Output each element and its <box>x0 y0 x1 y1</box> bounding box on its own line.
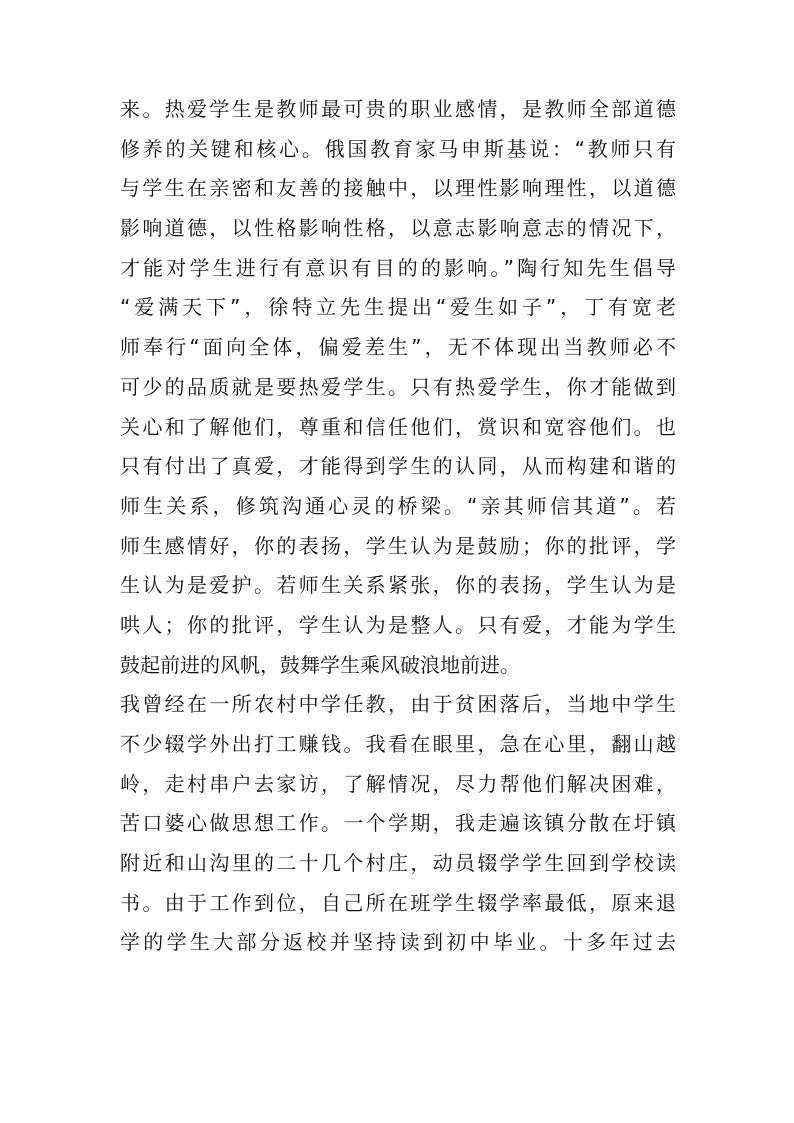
text-line: 师生关系，修筑沟通心灵的桥梁。“亲其师信其道”。若 <box>120 493 676 518</box>
text-line: 师生感情好，你的表扬，学生认为是鼓励；你的批评，学 <box>120 533 676 558</box>
text-line: “爱满天下”，徐特立先生提出“爱生如子”，丁有宽老 <box>120 295 676 320</box>
text-line: 苦口婆心做思想工作。一个学期，我走遍该镇分散在圩镇 <box>120 811 676 836</box>
text-line: 可少的品质就是要热爱学生。只有热爱学生，你才能做到 <box>120 374 676 399</box>
text-line: 影响道德，以性格影响性格，以意志影响意志的情况下， <box>120 216 676 241</box>
text-line: 师奉行“面向全体，偏爱差生”，无不体现出当教师必不 <box>120 335 676 360</box>
text-line: 附近和山沟里的二十几个村庄，动员辍学学生回到学校读 <box>120 851 676 876</box>
text-line: 关心和了解他们，尊重和信任他们，赏识和宽容他们。也 <box>120 414 676 439</box>
text-line: 哄人；你的批评，学生认为是整人。只有爱，才能为学生 <box>120 612 676 637</box>
text-line: 岭，走村串户去家访，了解情况，尽力帮他们解决困难， <box>120 771 676 796</box>
text-line: 书。由于工作到位，自己所在班学生辍学率最低，原来退 <box>120 890 676 915</box>
text-line: 只有付出了真爱，才能得到学生的认同，从而构建和谐的 <box>120 454 676 479</box>
body-text <box>120 90 676 963</box>
text-line: 生认为是爱护。若师生关系紧张，你的表扬，学生认为是 <box>120 573 676 598</box>
paragraph-end-line: 鼓起前进的风帆，鼓舞学生乘风破浪地前进。 <box>120 652 520 677</box>
text-line: 不少辍学外出打工赚钱。我看在眼里，急在心里，翻山越 <box>120 732 676 756</box>
text-line: 才能对学生进行有意识有目的的影响。”陶行知先生倡导 <box>120 255 676 280</box>
text-line: 来。热爱学生是教师最可贵的职业感情，是教师全部道德 <box>120 97 676 121</box>
text-line: 我曾经在一所农村中学任教，由于贫困落后，当地中学生 <box>120 692 676 717</box>
text-line: 学的学生大部分返校并坚持读到初中毕业。十多年过去 <box>120 930 676 955</box>
text-line: 与学生在亲密和友善的接触中，以理性影响理性，以道德 <box>120 176 676 201</box>
text-line: 修养的关键和核心。俄国教育家马申斯基说：“教师只有 <box>120 136 676 161</box>
